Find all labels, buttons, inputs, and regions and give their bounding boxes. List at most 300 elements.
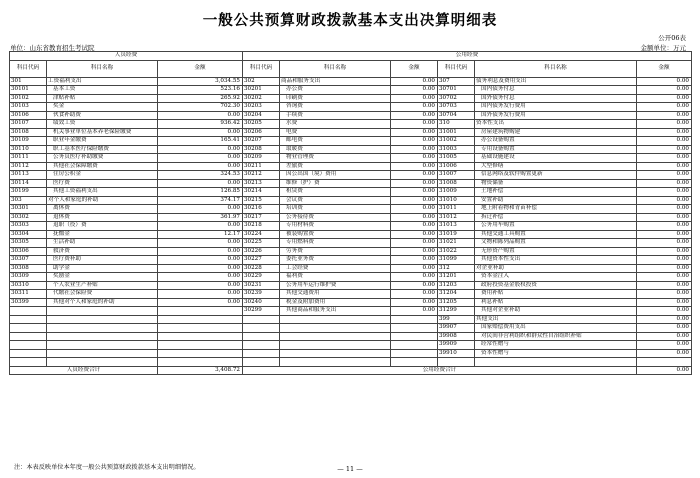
capital-amount-cell: 0.00 [637, 213, 692, 222]
table-row [10, 230, 692, 239]
table-row [10, 256, 692, 265]
goods-name-cell [280, 315, 391, 324]
public-group-header: 公用经费 [243, 52, 692, 61]
table-row [10, 86, 692, 95]
capital-code-cell [438, 358, 475, 367]
goods-amount-cell: 0.00 [391, 298, 438, 307]
goods-amount-cell: 0.00 [391, 222, 438, 231]
personnel-name-cell: 助学金 [47, 264, 158, 273]
goods-code-cell: 30240 [243, 298, 280, 307]
goods-amount-cell: 0.00 [391, 154, 438, 163]
goods-code-cell [243, 349, 280, 358]
capital-amount-cell: 0.00 [637, 324, 692, 333]
personnel-name-cell [47, 307, 158, 316]
capital-name-cell: 国家赔偿费用支出 [475, 324, 637, 333]
goods-name-cell [280, 332, 391, 341]
goods-code-cell [243, 358, 280, 367]
personnel-amount-cell [158, 341, 243, 350]
page-title: 一般公共预算财政拨款基本支出决算明细表 [202, 12, 498, 29]
goods-name-cell: 会议费 [280, 196, 391, 205]
table-row [10, 111, 692, 120]
capital-amount-cell: 0.00 [637, 120, 692, 129]
personnel-code-cell: 303 [10, 196, 47, 205]
name-header: 科目名称 [280, 60, 391, 77]
goods-name-cell: 商品和服务支出 [280, 77, 391, 86]
capital-code-cell: 31201 [438, 273, 475, 282]
personnel-code-cell: 30108 [10, 128, 47, 137]
personnel-name-cell: 抚恤金 [47, 230, 158, 239]
capital-name-cell: 对民间非营利组织和群众性自治组织补贴 [475, 332, 637, 341]
capital-name-cell: 大型修缮 [475, 162, 637, 171]
capital-code-cell: 30703 [438, 103, 475, 112]
capital-code-cell: 31021 [438, 239, 475, 248]
capital-code-cell: 31299 [438, 307, 475, 316]
capital-code-cell: 30704 [438, 111, 475, 120]
goods-name-cell: 其他交通费用 [280, 290, 391, 299]
capital-amount-cell: 0.00 [637, 332, 692, 341]
capital-amount-cell: 0.00 [637, 137, 692, 146]
personnel-name-cell: 其他工资福利支出 [47, 188, 158, 197]
capital-amount-cell: 0.00 [637, 273, 692, 282]
goods-name-cell: 其他商品和服务支出 [280, 307, 391, 316]
personnel-amount-cell: 3,034.55 [158, 77, 243, 86]
capital-name-cell: 文物和陈列品购置 [475, 239, 637, 248]
capital-amount-cell: 0.00 [637, 256, 692, 265]
capital-name-cell: 资本性赠与 [475, 349, 637, 358]
capital-code-cell: 31099 [438, 256, 475, 265]
goods-amount-cell: 0.00 [391, 213, 438, 222]
goods-name-cell [280, 349, 391, 358]
capital-code-cell: 39908 [438, 332, 475, 341]
capital-amount-cell: 0.00 [637, 103, 692, 112]
goods-amount-cell: 0.00 [391, 111, 438, 120]
capital-amount-cell: 0.00 [637, 145, 692, 154]
goods-name-cell: 水费 [280, 120, 391, 129]
capital-code-cell: 31204 [438, 290, 475, 299]
personnel-amount-cell: 126.85 [158, 188, 243, 197]
personnel-amount-cell: 0.00 [158, 128, 243, 137]
personnel-amount-cell: 0.00 [158, 205, 243, 214]
goods-name-cell: 劳务费 [280, 247, 391, 256]
personnel-name-cell: 生活补助 [47, 239, 158, 248]
capital-code-cell: 31010 [438, 196, 475, 205]
personnel-amount-cell [158, 324, 243, 333]
goods-code-cell: 30206 [243, 128, 280, 137]
personnel-name-cell: 退休费 [47, 213, 158, 222]
personnel-amount-cell: 324.53 [158, 171, 243, 180]
goods-code-cell: 30231 [243, 281, 280, 290]
goods-amount-cell [391, 315, 438, 324]
personnel-code-cell [10, 358, 47, 367]
personnel-amount-cell [158, 307, 243, 316]
capital-amount-cell: 0.00 [637, 239, 692, 248]
table-row [10, 281, 692, 290]
goods-code-cell: 30211 [243, 162, 280, 171]
personnel-amount-cell: 0.00 [158, 264, 243, 273]
capital-amount-cell: 0.00 [637, 264, 692, 273]
personnel-name-cell: 代缴社会保险费 [47, 290, 158, 299]
personnel-name-cell: 其他对个人和家庭的补助 [47, 298, 158, 307]
goods-code-cell: 30228 [243, 264, 280, 273]
personnel-name-cell: 退职（役）费 [47, 222, 158, 231]
capital-amount-cell: 0.00 [637, 247, 692, 256]
goods-name-cell: 租赁费 [280, 188, 391, 197]
goods-name-cell [280, 324, 391, 333]
personnel-code-cell: 30111 [10, 154, 47, 163]
expenditure-table [9, 51, 692, 375]
goods-name-cell [280, 341, 391, 350]
table-row [10, 307, 692, 316]
capital-name-cell: 国外债务付息 [475, 94, 637, 103]
goods-code-cell [243, 341, 280, 350]
goods-amount-cell: 0.00 [391, 162, 438, 171]
personnel-code-cell: 30112 [10, 162, 47, 171]
capital-code-cell: 31009 [438, 188, 475, 197]
capital-name-cell: 资本性支出 [475, 120, 637, 129]
goods-code-cell: 30229 [243, 273, 280, 282]
capital-code-cell: 30701 [438, 86, 475, 95]
personnel-amount-cell: 165.41 [158, 137, 243, 146]
goods-amount-cell: 0.00 [391, 273, 438, 282]
capital-code-cell: 31022 [438, 247, 475, 256]
capital-amount-cell: 0.00 [637, 341, 692, 350]
goods-code-cell: 30224 [243, 230, 280, 239]
table-row [10, 349, 692, 358]
capital-code-cell: 399 [438, 315, 475, 324]
table-row [10, 298, 692, 307]
goods-amount-cell: 0.00 [391, 171, 438, 180]
capital-name-cell: 经常性赠与 [475, 341, 637, 350]
capital-amount-cell: 0.00 [637, 307, 692, 316]
capital-amount-cell: 0.00 [637, 196, 692, 205]
personnel-code-cell: 30106 [10, 111, 47, 120]
personnel-code-cell: 30101 [10, 86, 47, 95]
goods-name-cell: 维修（护）费 [280, 179, 391, 188]
personnel-code-cell [10, 315, 47, 324]
capital-amount-cell: 0.00 [637, 349, 692, 358]
personnel-code-cell: 30113 [10, 171, 47, 180]
goods-amount-cell: 0.00 [391, 86, 438, 95]
personnel-name-cell: 救济费 [47, 247, 158, 256]
table-row [10, 94, 692, 103]
goods-amount-cell: 0.00 [391, 307, 438, 316]
personnel-name-cell [47, 332, 158, 341]
personnel-amount-cell: 12.17 [158, 230, 243, 239]
goods-name-cell: 专用燃料费 [280, 239, 391, 248]
capital-amount-cell: 0.00 [637, 128, 692, 137]
personnel-name-cell [47, 341, 158, 350]
personnel-code-cell: 30109 [10, 137, 47, 146]
capital-amount-cell: 0.00 [637, 77, 692, 86]
capital-amount-cell: 0.00 [637, 222, 692, 231]
personnel-amount-cell: 0.00 [158, 256, 243, 265]
table-row [10, 162, 692, 171]
personnel-amount-cell [158, 358, 243, 367]
goods-amount-cell: 0.00 [391, 256, 438, 265]
table-row [10, 128, 692, 137]
personnel-code-cell: 30102 [10, 94, 47, 103]
goods-amount-cell: 0.00 [391, 137, 438, 146]
capital-name-cell: 费用补贴 [475, 290, 637, 299]
code-header: 科目代码 [10, 60, 47, 77]
capital-code-cell: 31006 [438, 162, 475, 171]
personnel-code-cell: 30304 [10, 230, 47, 239]
capital-name-cell: 资本金注入 [475, 273, 637, 282]
table-row [10, 77, 692, 86]
goods-name-cell: 福利费 [280, 273, 391, 282]
capital-name-cell: 信息网络及软件购置更新 [475, 171, 637, 180]
personnel-code-cell [10, 341, 47, 350]
goods-code-cell: 30213 [243, 179, 280, 188]
capital-code-cell: 31012 [438, 213, 475, 222]
capital-code-cell: 310 [438, 120, 475, 129]
goods-amount-cell [391, 349, 438, 358]
goods-name-cell: 委托业务费 [280, 256, 391, 265]
personnel-code-cell: 30305 [10, 239, 47, 248]
capital-name-cell: 土地补偿 [475, 188, 637, 197]
capital-name-cell: 其他资本性支出 [475, 256, 637, 265]
capital-amount-cell: 0.00 [637, 315, 692, 324]
table-row [10, 332, 692, 341]
personnel-name-cell: 离休费 [47, 205, 158, 214]
capital-name-cell: 房屋建筑物购建 [475, 128, 637, 137]
personnel-amount-cell: 936.42 [158, 120, 243, 129]
table-row [10, 358, 692, 367]
table-row [10, 273, 692, 282]
capital-name-cell: 专用设备购置 [475, 145, 637, 154]
goods-code-cell: 30202 [243, 94, 280, 103]
personnel-amount-cell: 0.00 [158, 290, 243, 299]
goods-code-cell: 302 [243, 77, 280, 86]
public-total-label: 公用经费合计 [243, 366, 637, 375]
amount-header: 金额 [637, 60, 692, 77]
personnel-name-cell: 住房公积金 [47, 171, 158, 180]
personnel-name-cell: 公务员医疗补助缴费 [47, 154, 158, 163]
capital-code-cell: 31002 [438, 137, 475, 146]
goods-code-cell: 30239 [243, 290, 280, 299]
goods-code-cell: 30205 [243, 120, 280, 129]
capital-code-cell: 31001 [438, 128, 475, 137]
goods-name-cell: 公务用车运行维护费 [280, 281, 391, 290]
personnel-name-cell: 基本工资 [47, 86, 158, 95]
capital-amount-cell: 0.00 [637, 298, 692, 307]
goods-amount-cell: 0.00 [391, 77, 438, 86]
code-header: 科目代码 [438, 60, 475, 77]
goods-amount-cell: 0.00 [391, 247, 438, 256]
personnel-amount-cell: 0.00 [158, 273, 243, 282]
personnel-code-cell: 30310 [10, 281, 47, 290]
goods-name-cell: 办公费 [280, 86, 391, 95]
table-body [10, 77, 692, 366]
goods-name-cell: 取暖费 [280, 145, 391, 154]
personnel-total-label: 人员经费合计 [10, 366, 158, 375]
goods-code-cell: 30225 [243, 239, 280, 248]
personnel-name-cell: 绩效工资 [47, 120, 158, 129]
personnel-amount-cell: 0.00 [158, 145, 243, 154]
goods-amount-cell: 0.00 [391, 281, 438, 290]
table-row [10, 315, 692, 324]
goods-amount-cell: 0.00 [391, 290, 438, 299]
personnel-amount-cell: 0.00 [158, 179, 243, 188]
personnel-amount-cell: 265.92 [158, 94, 243, 103]
personnel-code-cell [10, 324, 47, 333]
goods-name-cell: 工会经费 [280, 264, 391, 273]
goods-code-cell: 30208 [243, 145, 280, 154]
goods-code-cell: 30212 [243, 171, 280, 180]
personnel-amount-cell: 0.00 [158, 239, 243, 248]
goods-code-cell: 30299 [243, 307, 280, 316]
personnel-name-cell: 职业年金缴费 [47, 137, 158, 146]
table-row [10, 324, 692, 333]
capital-name-cell: 公务用车购置 [475, 222, 637, 231]
personnel-name-cell [47, 324, 158, 333]
goods-amount-cell: 0.00 [391, 128, 438, 137]
goods-name-cell: 物业管理费 [280, 154, 391, 163]
personnel-code-cell [10, 332, 47, 341]
personnel-amount-cell: 0.00 [158, 222, 243, 231]
capital-name-cell: 其他支出 [475, 315, 637, 324]
personnel-group-header: 人员经费 [10, 52, 243, 61]
personnel-name-cell [47, 358, 158, 367]
table-row [10, 179, 692, 188]
footnote: 注：本表反映单位本年度一般公共预算财政拨款基本支出明细情况。 [14, 464, 200, 471]
capital-code-cell: 31019 [438, 230, 475, 239]
goods-code-cell: 30201 [243, 86, 280, 95]
personnel-code-cell: 30311 [10, 290, 47, 299]
goods-amount-cell: 0.00 [391, 188, 438, 197]
personnel-name-cell: 奖励金 [47, 273, 158, 282]
capital-amount-cell: 0.00 [637, 290, 692, 299]
personnel-amount-cell [158, 332, 243, 341]
personnel-code-cell: 30114 [10, 179, 47, 188]
personnel-amount-cell: 702.30 [158, 103, 243, 112]
goods-code-cell: 30218 [243, 222, 280, 231]
personnel-code-cell: 30107 [10, 120, 47, 129]
capital-amount-cell: 0.00 [637, 94, 692, 103]
goods-amount-cell: 0.00 [391, 103, 438, 112]
goods-amount-cell [391, 341, 438, 350]
goods-name-cell: 因公出国（境）费用 [280, 171, 391, 180]
capital-code-cell: 31011 [438, 205, 475, 214]
personnel-total-value: 3,408.72 [158, 366, 243, 375]
personnel-code-cell: 30110 [10, 145, 47, 154]
capital-code-cell: 31205 [438, 298, 475, 307]
personnel-amount-cell [158, 315, 243, 324]
capital-amount-cell: 0.00 [637, 179, 692, 188]
capital-name-cell: 地上附着物和青苗补偿 [475, 205, 637, 214]
capital-code-cell: 39909 [438, 341, 475, 350]
capital-code-cell: 39907 [438, 324, 475, 333]
personnel-name-cell: 奖金 [47, 103, 158, 112]
table-row [10, 213, 692, 222]
personnel-name-cell [47, 349, 158, 358]
code-header: 科目代码 [243, 60, 280, 77]
goods-code-cell [243, 332, 280, 341]
goods-code-cell: 30207 [243, 137, 280, 146]
capital-amount-cell: 0.00 [637, 230, 692, 239]
capital-name-cell: 基础设施建设 [475, 154, 637, 163]
goods-code-cell: 30226 [243, 247, 280, 256]
personnel-name-cell: 津贴补贴 [47, 94, 158, 103]
personnel-code-cell: 30309 [10, 273, 47, 282]
personnel-code-cell: 30306 [10, 247, 47, 256]
goods-code-cell: 30215 [243, 196, 280, 205]
form-number: 公开06表 [658, 34, 686, 42]
personnel-name-cell: 医疗费 [47, 179, 158, 188]
goods-amount-cell [391, 332, 438, 341]
goods-code-cell: 30217 [243, 213, 280, 222]
goods-name-cell [280, 358, 391, 367]
goods-code-cell [243, 315, 280, 324]
goods-amount-cell: 0.00 [391, 196, 438, 205]
capital-amount-cell: 0.00 [637, 171, 692, 180]
goods-code-cell: 30204 [243, 111, 280, 120]
capital-code-cell: 31007 [438, 171, 475, 180]
table-row [10, 120, 692, 129]
amount-unit: 金额单位：万元 [640, 44, 686, 52]
personnel-name-cell: 机关事业单位基本养老保险缴费 [47, 128, 158, 137]
personnel-name-cell: 职工基本医疗保险缴费 [47, 145, 158, 154]
reporting-unit: 单位：山东省教育招生考试院 [10, 44, 95, 52]
table-row [10, 205, 692, 214]
capital-code-cell: 31203 [438, 281, 475, 290]
goods-name-cell: 税金及附加费用 [280, 298, 391, 307]
personnel-name-cell: 个人农业生产补贴 [47, 281, 158, 290]
goods-amount-cell: 0.00 [391, 205, 438, 214]
capital-code-cell: 307 [438, 77, 475, 86]
capital-code-cell: 30702 [438, 94, 475, 103]
personnel-code-cell: 30199 [10, 188, 47, 197]
name-header: 科目名称 [47, 60, 158, 77]
goods-code-cell: 30216 [243, 205, 280, 214]
capital-amount-cell: 0.00 [637, 154, 692, 163]
goods-name-cell: 电费 [280, 128, 391, 137]
goods-code-cell: 30214 [243, 188, 280, 197]
capital-amount-cell: 0.00 [637, 86, 692, 95]
capital-name-cell: 其他对企业补助 [475, 307, 637, 316]
personnel-name-cell: 工资福利支出 [47, 77, 158, 86]
personnel-name-cell [47, 315, 158, 324]
goods-amount-cell: 0.00 [391, 264, 438, 273]
goods-amount-cell: 0.00 [391, 120, 438, 129]
table-row [10, 103, 692, 112]
goods-amount-cell: 0.00 [391, 94, 438, 103]
goods-name-cell: 被装购置费 [280, 230, 391, 239]
goods-name-cell: 咨询费 [280, 103, 391, 112]
table-row [10, 196, 692, 205]
table-row [10, 264, 692, 273]
goods-amount-cell [391, 358, 438, 367]
personnel-amount-cell: 361.97 [158, 213, 243, 222]
capital-code-cell: 31003 [438, 145, 475, 154]
table-row [10, 137, 692, 146]
personnel-code-cell: 30307 [10, 256, 47, 265]
personnel-amount-cell: 0.00 [158, 154, 243, 163]
capital-name-cell: 利息补贴 [475, 298, 637, 307]
capital-code-cell: 39910 [438, 349, 475, 358]
personnel-name-cell: 其他社会保障缴费 [47, 162, 158, 171]
goods-code-cell: 30203 [243, 103, 280, 112]
page-number: — 11 — [337, 465, 363, 473]
personnel-code-cell: 30399 [10, 298, 47, 307]
personnel-code-cell: 30308 [10, 264, 47, 273]
capital-amount-cell: 0.00 [637, 205, 692, 214]
capital-name-cell: 债务利息及费用支出 [475, 77, 637, 86]
capital-name-cell: 政府投资基金股权投资 [475, 281, 637, 290]
personnel-amount-cell [158, 349, 243, 358]
capital-code-cell: 31013 [438, 222, 475, 231]
personnel-code-cell: 30103 [10, 103, 47, 112]
